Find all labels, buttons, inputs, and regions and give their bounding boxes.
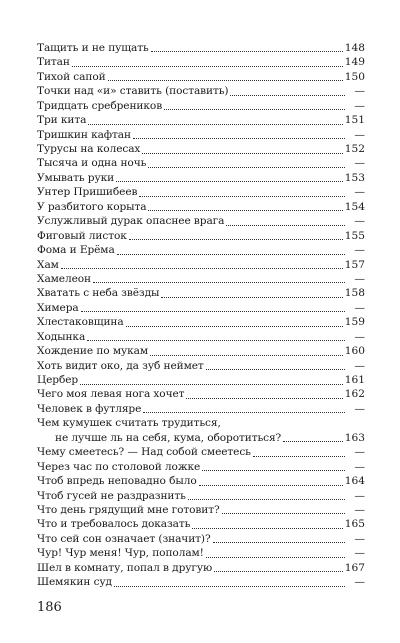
- entry-page: —: [354, 301, 365, 314]
- dot-leader: [129, 239, 343, 240]
- entry-page: —: [354, 128, 365, 141]
- toc-entry: [37, 330, 365, 344]
- toc-entry: [37, 200, 365, 214]
- entry-title: Чтоб впредь неповадно было: [37, 475, 197, 488]
- entry-title: Турусы на колесах: [37, 143, 141, 156]
- toc-entry: [37, 185, 365, 199]
- dot-leader: [108, 80, 343, 81]
- entry-page: 167: [344, 561, 365, 574]
- entry-title: Фома и Ерёма: [37, 244, 115, 257]
- entry-page: 158: [344, 287, 365, 300]
- entry-title: Хоть видит око, да зуб неймет: [37, 359, 204, 372]
- dot-leader: [188, 499, 345, 500]
- toc-entry: [37, 70, 365, 84]
- dot-leader: [192, 528, 342, 529]
- entry-page: 157: [344, 258, 365, 271]
- entry-page: 150: [344, 70, 365, 83]
- dot-leader: [72, 66, 343, 67]
- dot-leader: [230, 95, 345, 96]
- entry-title: Тридцать сребреников: [37, 99, 163, 112]
- dot-leader: [87, 340, 345, 341]
- toc-entry: [37, 460, 365, 474]
- toc-entry: [37, 561, 365, 575]
- dot-leader: [161, 297, 342, 298]
- entry-title: Умывать руки: [37, 171, 115, 184]
- entry-title: Химера: [37, 301, 79, 314]
- entry-page: 154: [344, 200, 365, 213]
- entry-title: Тысяча и одна ночь: [37, 157, 147, 170]
- entry-title: Унтер Пришибеев: [37, 186, 138, 199]
- entry-page: 149: [344, 56, 365, 69]
- dot-leader: [253, 456, 345, 457]
- dot-leader: [283, 441, 343, 442]
- toc-entry: [37, 157, 365, 171]
- entry-title: Хамелеон: [37, 272, 92, 285]
- entry-page: 153: [344, 171, 365, 184]
- dot-leader: [148, 167, 345, 168]
- dot-leader: [213, 542, 345, 543]
- entry-title: Ходынка: [37, 330, 86, 343]
- dot-leader: [186, 398, 342, 399]
- dot-leader: [148, 210, 342, 211]
- entry-page: 148: [344, 41, 365, 54]
- toc-entry: [37, 517, 365, 531]
- entry-title: Чтоб гусей не раздразнить: [37, 489, 186, 502]
- entry-title: Что сей сон означает (значит)?: [37, 532, 211, 545]
- page-number: 186: [37, 600, 62, 615]
- entry-page: —: [354, 460, 365, 473]
- entry-title: Хам: [37, 258, 59, 271]
- dot-leader: [206, 369, 345, 370]
- toc-entry: [37, 113, 365, 127]
- entry-page: 160: [344, 345, 365, 358]
- toc-entry: [37, 286, 365, 300]
- dot-leader: [222, 513, 345, 514]
- dot-leader: [199, 485, 343, 486]
- dot-leader: [143, 412, 345, 413]
- entry-page: 165: [344, 518, 365, 531]
- toc-entry: [37, 388, 365, 402]
- entry-title: Чему смеетесь? — Над собой смеетесь: [37, 446, 251, 459]
- dot-leader: [150, 355, 343, 356]
- entry-title: Что и требовалось доказать: [37, 518, 191, 531]
- toc-entry: [37, 41, 365, 55]
- dot-leader: [81, 311, 345, 312]
- dot-leader: [114, 586, 345, 587]
- entry-title: Тихой сапой: [37, 70, 106, 83]
- entry-title: Три кита: [37, 114, 87, 127]
- entry-page: —: [354, 402, 365, 415]
- entry-title: Титан: [37, 56, 70, 69]
- entry-title-line2-row: [37, 431, 365, 445]
- entry-title: Человек в футляре: [37, 402, 142, 415]
- entry-page: —: [354, 272, 365, 285]
- toc-entry: [37, 474, 365, 488]
- entry-page: 151: [344, 114, 365, 127]
- entry-page: 155: [344, 229, 365, 242]
- entry-title: Чего моя левая нога хочет: [37, 388, 185, 401]
- entry-page: —: [354, 157, 365, 170]
- toc-entry: [37, 503, 365, 517]
- multiline-wrapper: [37, 416, 365, 445]
- entry-title: Цербер: [37, 374, 79, 387]
- entry-title: Шемякин суд: [37, 576, 112, 589]
- toc-entry: [37, 546, 365, 560]
- toc-entry: [37, 142, 365, 156]
- dot-leader: [61, 268, 343, 269]
- dot-leader: [142, 153, 342, 154]
- toc-entry: [37, 373, 365, 387]
- entry-page: 162: [344, 388, 365, 401]
- dot-leader: [133, 138, 345, 139]
- entry-page: —: [354, 85, 365, 98]
- entry-page: —: [354, 446, 365, 459]
- dot-leader: [88, 124, 342, 125]
- dot-leader: [139, 196, 345, 197]
- entry-title: Чур! Чур меня! Чур, пополам!: [37, 547, 204, 560]
- toc-entry: [37, 575, 365, 589]
- toc-entry: [37, 301, 365, 315]
- entry-title-line1: Чем кумушек считать трудиться,: [37, 417, 221, 430]
- entry-page: —: [354, 186, 365, 199]
- toc-entry: [37, 532, 365, 546]
- entry-page: —: [354, 215, 365, 228]
- toc-entry: [37, 445, 365, 459]
- toc-entry: [37, 489, 365, 503]
- entry-title: Через час по столовой ложке: [37, 460, 201, 473]
- toc-entry: [37, 214, 365, 228]
- toc-entry: [37, 344, 365, 358]
- toc-entry: [37, 258, 365, 272]
- dot-leader: [214, 571, 343, 572]
- entry-title: Хватать с неба звёзды: [37, 287, 160, 300]
- entry-page: —: [354, 244, 365, 257]
- dot-leader: [164, 109, 345, 110]
- entry-page: 164: [344, 475, 365, 488]
- toc-entry-multiline: [37, 416, 365, 445]
- entry-page: —: [354, 359, 365, 372]
- entry-title: Что день грядущий мне готовит?: [37, 503, 220, 516]
- entry-title: Шел в комнату, попал в другую: [37, 561, 213, 574]
- dot-leader: [151, 51, 343, 52]
- entry-title: Хождение по мукам: [37, 345, 148, 358]
- entry-page: 159: [344, 316, 365, 329]
- entry-title: Хлестаковщина: [37, 316, 124, 329]
- dot-leader: [116, 181, 343, 182]
- dot-leader: [202, 470, 345, 471]
- toc-entry: [37, 272, 365, 286]
- entry-title: Фиговый листок: [37, 229, 127, 242]
- toc-entry: [37, 315, 365, 329]
- entry-title: Тришкин кафтан: [37, 128, 131, 141]
- entry-page: —: [354, 503, 365, 516]
- entry-title: Услужливый дурак опаснее врага: [37, 215, 225, 228]
- entry-title-line2: не лучше ль на себя, кума, оборотиться?: [55, 431, 282, 444]
- toc-entry: [37, 243, 365, 257]
- toc-entry: [37, 171, 365, 185]
- dot-leader: [206, 557, 345, 558]
- toc-entry: [37, 229, 365, 243]
- entry-title: Точки над «и» ставить (поставить): [37, 85, 229, 98]
- entry-page: —: [354, 489, 365, 502]
- toc-entry: [37, 84, 365, 98]
- entry-page: —: [354, 576, 365, 589]
- dot-leader: [117, 254, 345, 255]
- entry-page: —: [354, 532, 365, 545]
- entry-page: —: [354, 547, 365, 560]
- entry-page: 161: [344, 374, 365, 387]
- entry-page: —: [354, 99, 365, 112]
- toc-entry: [37, 99, 365, 113]
- entry-page: 163: [344, 431, 365, 444]
- entry-page: 152: [344, 143, 365, 156]
- toc-entry: [37, 402, 365, 416]
- dot-leader: [126, 326, 343, 327]
- entry-page: —: [354, 330, 365, 343]
- toc-entry: [37, 128, 365, 142]
- dot-leader: [93, 282, 345, 283]
- dot-leader: [226, 225, 345, 226]
- table-of-contents: [37, 41, 365, 590]
- toc-entry: [37, 359, 365, 373]
- entry-title: Тащить и не пущать: [37, 41, 149, 54]
- dot-leader: [80, 384, 343, 385]
- toc-entry: [37, 55, 365, 69]
- entry-title: У разбитого корыта: [37, 200, 147, 213]
